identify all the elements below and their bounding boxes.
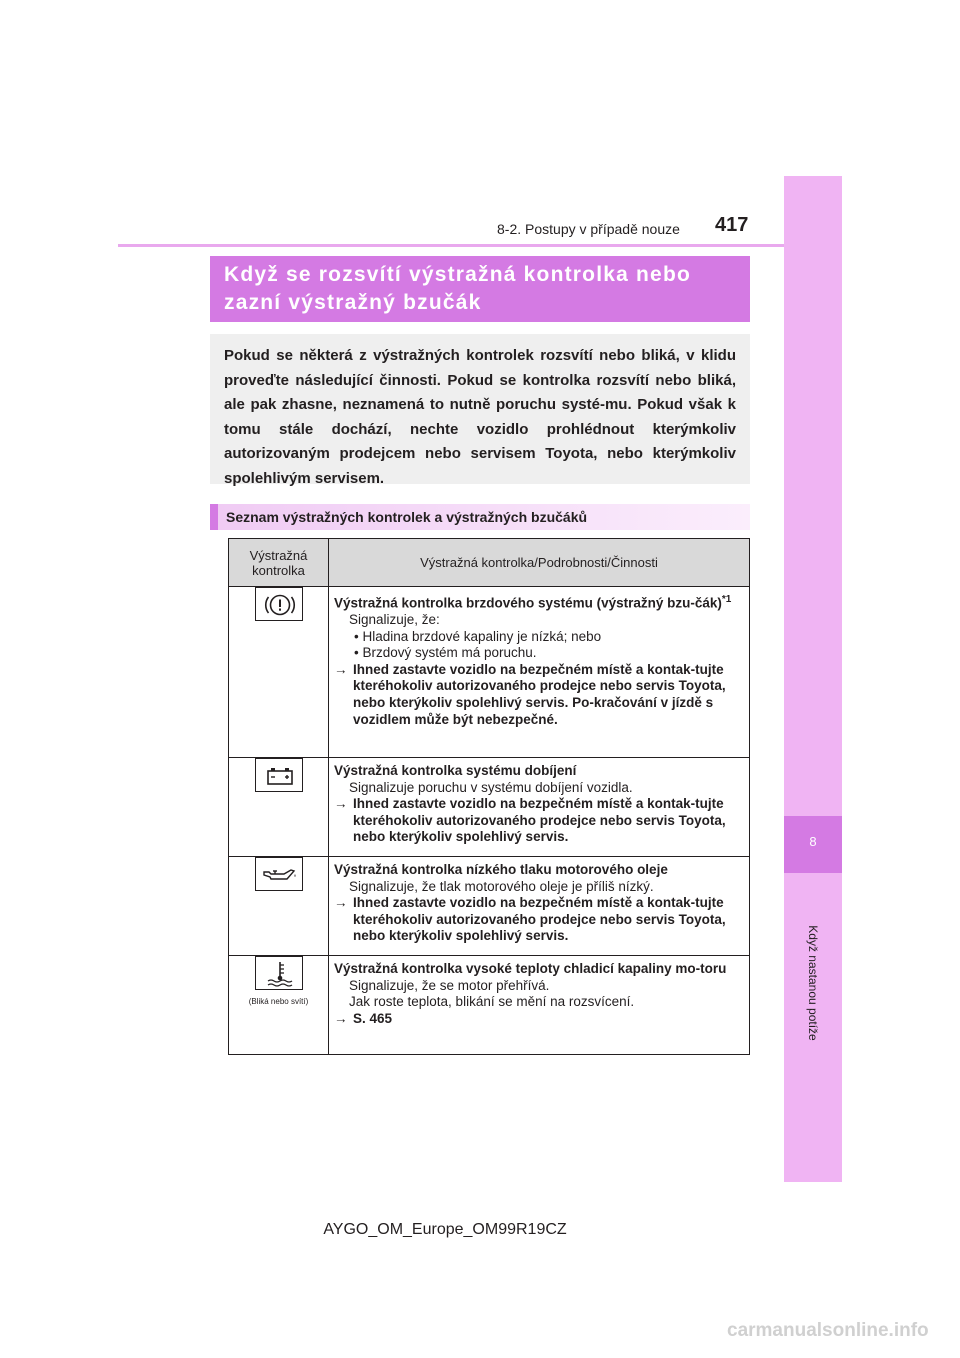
row-title: Výstražná kontrolka nízkého tlaku motorového oleje — [334, 862, 668, 877]
section-header: 8-2. Postupy v případě nouze — [497, 221, 680, 237]
intro-text: Pokud se některá z výstražných kontrolek rozsvítí nebo bliká, v klidu proveďte následující činnosti. Pokud se kontrolka rozsvítí nebo bliká, ale pak zhasne, neznamená to nutně poruchu systé-mu. Pokud však k tomu stále dochází, nechte vozidlo prohlédnout kterýmkoliv autorizovaným prodejcem nebo servisem Toyota, nebo kterýmkoliv spolehlivým servisem. — [224, 347, 736, 487]
arrow-icon: → — [334, 1010, 348, 1026]
arrow-icon: → — [334, 661, 348, 677]
page-number: 417 — [715, 214, 749, 236]
row-desc: Signalizuje, že se motor přehřívá. — [349, 977, 550, 993]
table-row — [229, 758, 750, 857]
footnote-mark: *1 — [721, 594, 732, 605]
row-bullet: • Hladina brzdové kapaliny je nízká; nebo — [354, 628, 602, 644]
row-title: Výstražná kontrolka brzdového systému (výstražný bzu-čák)$^{*1}$ — [334, 594, 732, 611]
row-action: → Ihned zastavte vozidlo na bezpečném místě a kontak-tujte kteréhokoliv autorizovaného prodejce nebo servis Toyota, nebo kterýkoliv spolehlivý servis. Po-kračování v jízdě s vozidlem může být nebezpečné. — [334, 661, 726, 727]
page-reference-link[interactable]: S. 465 — [353, 1010, 393, 1026]
icon-note: (Bliká nebo svítí) — [248, 997, 309, 1006]
row-title: Výstražná kontrolka systému dobíjení — [334, 763, 577, 778]
subsection-header — [210, 504, 750, 530]
row-desc: Jak roste teplota, blikání se mění na rozsvícení. — [349, 994, 635, 1010]
header-divider — [118, 244, 841, 247]
chapter-number: 8 — [809, 834, 817, 849]
intro-box — [210, 334, 750, 487]
row-desc: Signalizuje, že: — [349, 612, 440, 628]
warning-lights-table — [228, 538, 750, 1055]
row-action — [334, 1011, 744, 1028]
brake-warning-icon — [255, 587, 303, 621]
document-code: AYGO_OM_Europe_OM99R19CZ — [323, 1221, 567, 1238]
row-action: → Ihned zastavte vozidlo na bezpečném místě a kontak-tujte kteréhokoliv autorizovaného prodejce nebo servis Toyota, nebo kterýkoliv spolehlivý servis. — [334, 796, 726, 845]
row-action: → Ihned zastavte vozidlo na bezpečném místě a kontak-tujte kteréhokoliv autorizovaného prodejce nebo servis Toyota, nebo kterýkoliv spolehlivý servis. — [334, 895, 726, 944]
col-header-details: Výstražná kontrolka/Podrobnosti/Činnosti — [329, 539, 750, 587]
col-header-light: Výstražná kontrolka — [229, 539, 329, 587]
row-desc: Signalizuje, že tlak motorového oleje je příliš nízký. — [349, 878, 654, 894]
watermark: carmanualsonline.info — [727, 1320, 929, 1341]
coolant-temperature-icon — [255, 956, 303, 990]
subsection-title: Seznam výstražných kontrolek a výstražných bzučáků — [226, 509, 588, 525]
section-title-line2: zazní výstražný bzučák — [224, 291, 482, 314]
table-header-row — [229, 539, 750, 587]
table-row — [229, 857, 750, 956]
oil-pressure-icon — [255, 857, 303, 891]
battery-charging-icon — [255, 758, 303, 792]
row-desc: Signalizuje poruchu v systému dobíjení vozidla. — [349, 779, 633, 795]
arrow-icon: → — [334, 796, 348, 812]
section-title-line1: Když se rozsvítí výstražná kontrolka nebo — [224, 263, 691, 286]
table-row — [229, 956, 750, 1055]
arrow-icon: → — [334, 895, 348, 911]
row-bullet: • Brzdový systém má poruchu. — [354, 645, 537, 661]
section-title-box — [210, 256, 750, 322]
row-title: Výstražná kontrolka vysoké teploty chladicí kapaliny mo-toru — [334, 961, 727, 976]
chapter-title-vertical: Když nastanou potíže — [806, 925, 820, 1041]
table-row — [229, 587, 750, 758]
